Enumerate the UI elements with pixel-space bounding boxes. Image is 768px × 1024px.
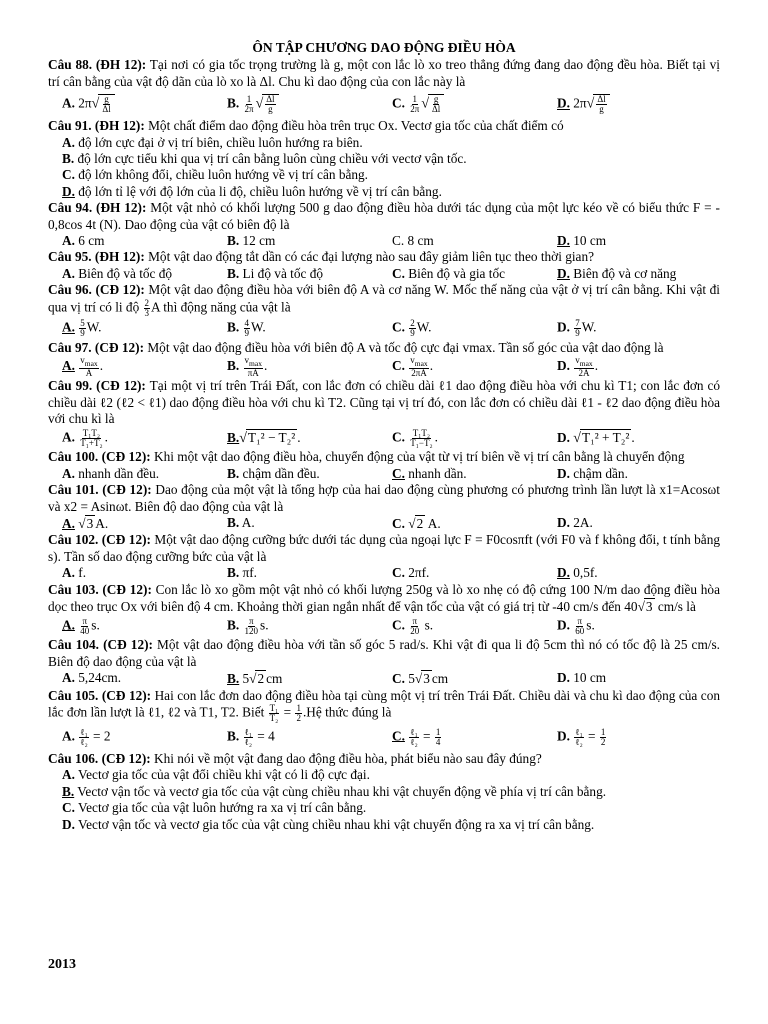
option-b: B. $\frac{\pi}{120}$ s. (227, 615, 269, 636)
option-a: A. Biên độ và tốc độ (62, 265, 173, 281)
option-c: C. $\frac{\text{T₁T₂}}{\text{T₁−T₂}}$ . (392, 427, 438, 448)
option-c: C. √2 A. (392, 515, 441, 531)
option-b: B. Vectơ vận tốc và vectơ gia tốc của vật cùng chiều nhau khi vật chuyển động về phía vị trí cân bằng. (62, 783, 607, 799)
option-a: A. nhanh dần đều. (62, 465, 160, 481)
question-97 (48, 340, 720, 378)
option-c: C. Vectơ gia tốc của vật luôn hướng ra xa vị trí cân bằng. (62, 800, 367, 816)
question-105: Câu 105. (CĐ 12): Hai con lắc đơn dao động điều hòa tại cùng một vị trí trên Trái Đất. Chiều dài và chu kì dao động của con lắc đơn lần lượt là ℓ1, ℓ2 và T1, T2. Biết $\frac{\text{T₁}}{\text{T₂}}$ = $\frac{1}{2}$ .Hệ thức đúng là A. $\frac{\text{ℓ₁}}{\text{ℓ₂}}$ = 2 B. $\frac{\text{ℓ₁}}{\text{ℓ₂}}$ = 4 C. $\frac{\text{ℓ₁}}{\text{ℓ₂}}$ = $\frac{1}{4}$ D. $\frac{\text{ℓ₁}}{\text{ℓ₂}}$ = $\frac{1}{2}$ (48, 688, 720, 751)
question-label: Câu 91. (ĐH 12): (48, 118, 145, 134)
question-label: Câu 103. (CĐ 12): (48, 581, 152, 597)
option-d: D. Vectơ vận tốc và vectơ gia tốc của vật cùng chiều nhau khi vật chuyển động ra xa vị trí cân bằng. (62, 816, 595, 832)
question-text: Một vật dao động điều hòa với biên độ A và tốc độ cực đại vmax. Tần số góc của vật dao động là (144, 339, 664, 355)
option-d: D. 10 cm (557, 670, 607, 686)
option-c: C. $\frac{\pi}{20}$ s. (392, 615, 434, 636)
question-text: Một vật dao động điều hòa với tần số góc 5 rad/s. Khi vật đi qua li độ 5cm thì nó có tốc độ là 25 cm/s. Biên độ dao động của vật là (48, 637, 720, 669)
option-b: B. πf. (227, 565, 257, 581)
option-b: B. $\frac{1}{2\pi}$ √ $\frac{\Delta l}{g}$ (227, 94, 392, 114)
question-101 (48, 482, 720, 532)
question-text: Hai con lắc đơn dao động điều hòa tại cùng một vị trí trên Trái Đất. Chiều dài và chu kì dao động của con lắc đơn lần lượt là ℓ1, ℓ2 và T1, T2. Biết (48, 687, 720, 720)
option-b: B.√T₁² − T₂² . (227, 430, 301, 447)
options-row (48, 515, 720, 532)
option-d: D. $\frac{\pi}{60}$ s. (557, 615, 595, 636)
option-a: A. Vectơ gia tốc của vật đổi chiều khi vật có li độ cực đại. (62, 767, 370, 783)
question-label: Câu 105. (CĐ 12): (48, 687, 152, 703)
option-d: D. chậm dần. (557, 465, 628, 481)
options-row (48, 670, 720, 687)
question-text: Con lắc lò xo gồm một vật nhỏ có khối lượng 250g và lò xo nhẹ có độ cứng 100 N/m dao động điều hòa dọc theo trục Ox với biên độ 4 cm. Khoảng thời gian ngắn nhất để vận tốc của vật có giá trị từ -40 cm/s đến 40 (48, 581, 720, 614)
option-b: B. $\frac{v_{max}}{\pi A}$ . (227, 355, 268, 378)
question-96: Câu 96. (CĐ 12): Một vật dao động điều hòa với biên độ A và cơ năng W. Mốc thế năng của vật ở vị trí cân bằng. Khi vật đi qua vị trí có li độ $\frac{2}{3}$ A thì động năng của vật là A. $\frac{5}{9}$ W. B. $\frac{4}{9}$ W. C. $\frac{2}{9}$ W. D. $\frac{7}{9}$ W. (48, 282, 720, 339)
option-b: B. 12 cm (227, 233, 276, 249)
options-row (48, 466, 720, 482)
option-a: A. 2π√ $\frac{g}{\Delta l}$ (62, 94, 227, 114)
question-label: Câu 96. (CĐ 12): (48, 282, 145, 298)
question-text: Một chất điểm dao động điều hòa trên trục Ox. Vectơ gia tốc của chất điểm có (144, 118, 564, 134)
question-text: Một vật dao động cưỡng bức dưới tác dụng của ngoại lực F = F0cosπft (với F0 và f không đổi, t tính bằng s). Tần số dao động cưỡng bức của vật là (48, 532, 720, 564)
option-c: C. $\frac{v_{max}}{2\pi A}$ . (392, 355, 434, 378)
question-label: Câu 106. (CĐ 12): (48, 751, 151, 766)
option-a: A. 6 cm (62, 233, 105, 249)
option-a: A. √3 A. (62, 515, 109, 531)
option-b: B. 5√2 cm (227, 671, 283, 687)
question-text: Khi một vật dao động điều hòa, chuyển động của vật từ vị trí biên về vị trí cân bằng là chuyển động (150, 449, 685, 465)
option-b: B. Li độ và tốc độ (227, 265, 324, 281)
options-row (48, 90, 720, 118)
option-c: C. $\frac{2}{9}$ W. (392, 318, 432, 339)
option-b: B. A. (227, 514, 255, 530)
question-103: Câu 103. (CĐ 12): Con lắc lò xo gồm một vật nhỏ có khối lượng 250g và lò xo nhẹ có độ cứng 100 N/m dao động điều hòa dọc theo trục Ox với biên độ 4 cm. Khoảng thời gian ngắn nhất để vận tốc của vật có giá trị từ -40 cm/s đến 40√3 cm/s là A. $\frac{\pi}{40}$ s. B. $\frac{\pi}{120}$ s. C. $\frac{\pi}{20}$ s. D. $\frac{\pi}{60}$ s. (48, 582, 720, 638)
option-c: C. $\frac{1}{2\pi}$ √ $\frac{g}{\Delta l}$ (392, 94, 557, 114)
options-row (48, 233, 720, 249)
page-title: ÔN TẬP CHƯƠNG DAO ĐỘNG ĐIỀU HÒA (252, 40, 516, 55)
question-88 (48, 57, 720, 118)
option-c: C. 8 cm (392, 233, 434, 249)
option-a: A. $\frac{\text{T₁T₂}}{\text{T₁+T₂}}$ . (62, 427, 108, 448)
options-row (48, 266, 720, 282)
option-c: C. độ lớn không đổi, chiều luôn hướng về vị trí cân bằng. (62, 167, 369, 183)
question-94 (48, 200, 720, 249)
options-row (48, 615, 720, 637)
question-label: Câu 95. (ĐH 12): (48, 249, 145, 265)
option-d: D. 0,5f. (557, 565, 598, 581)
question-label: Câu 100. (CĐ 12): (48, 449, 151, 465)
option-a: A. $\frac{5}{9}$ W. (62, 318, 102, 339)
option-a: A. 5,24cm. (62, 670, 122, 686)
question-label: Câu 94. (ĐH 12): (48, 200, 147, 216)
option-a: A. f. (62, 565, 87, 581)
question-text: Khi nói về một vật đang dao động điều hòa, phát biểu nào sau đây đúng? (150, 751, 542, 766)
question-text: Tại một vị trí trên Trái Đất, con lắc đơn có chiều dài ℓ1 dao động điều hòa với chu kì T1; con lắc đơn có chiều dài ℓ2 (ℓ2 < ℓ1) dao động điều hòa với chu kì T2. Cũng tại vị trí đó, con lắc đơn có chiều dài ℓ1 - ℓ2 dao động điều hòa với chu kì là (48, 378, 721, 426)
option-d: D. $\frac{v_{max}}{2A}$ . (557, 355, 599, 378)
question-label: Câu 99. (CĐ 12): (48, 378, 146, 394)
option-d: D. √T₁² + T₂² . (557, 430, 635, 447)
option-b: B. độ lớn cực tiểu khi qua vị trí cân bằng luôn cùng chiều với vectơ vận tốc. (62, 151, 467, 167)
option-d: D. Biên độ và cơ năng (557, 265, 677, 281)
option-c: C. 5√3 cm (392, 671, 449, 687)
options-row (48, 318, 720, 340)
option-d: D. 10 cm (557, 233, 607, 249)
option-c: C. 2πf. (392, 565, 430, 581)
question-91 (48, 118, 720, 200)
question-label: Câu 102. (CĐ 12): (48, 532, 151, 548)
question-99 (48, 378, 720, 449)
option-b: B. $\frac{\text{ℓ₁}}{\text{ℓ₂}}$ = 4 (227, 726, 275, 747)
option-b: B. $\frac{4}{9}$ W. (227, 318, 266, 339)
options-row (48, 427, 720, 449)
option-a: A. độ lớn cực đại ở vị trí biên, chiều luôn hướng ra biên. (62, 134, 363, 150)
question-label: Câu 88. (ĐH 12): (48, 57, 147, 73)
question-104 (48, 637, 720, 687)
fraction: $\frac{2}{3}$ (144, 297, 150, 318)
footer-year: 2013 (48, 957, 76, 972)
option-a: A. $\frac{\pi}{40}$ s. (62, 615, 100, 636)
option-b: B. chậm dần đều. (227, 465, 320, 481)
options-row (48, 356, 720, 378)
option-c: C. $\frac{\text{ℓ₁}}{\text{ℓ₂}}$ = $\frac{1}{4}$ (392, 726, 441, 747)
option-c: C. nhanh dần. (392, 465, 467, 481)
question-95 (48, 249, 720, 282)
option-a: A. $\frac{\text{ℓ₁}}{\text{ℓ₂}}$ = 2 (62, 726, 111, 747)
question-text: Dao động của một vật là tổng hợp của hai dao động cùng phương có phương trình lần lượt là x1=Acosωt và x2 = Asinωt. Biên độ dao động của vật là (48, 482, 721, 514)
question-text: Một vật dao động tắt dần có các đại lượng nào sau đây giảm liên tục theo thời gian? (144, 249, 595, 265)
question-text: Một vật nhỏ có khối lượng 500 g dao động điều hòa dưới tác dụng của một lực kéo về có biểu thức F = - 0,8cos 4t (N). Dao động của vật có biên độ là (48, 200, 720, 232)
option-d: D. $\frac{7}{9}$ W. (557, 318, 597, 339)
option-d: D. 2A. (557, 514, 593, 530)
question-label: Câu 104. (CĐ 12): (48, 637, 153, 653)
option-d: D. độ lớn tỉ lệ với độ lớn của li độ, chiều luôn hướng về vị trí cân bằng. (62, 183, 442, 199)
question-text: Tại nơi có gia tốc trọng trường là g, một con lắc lò xo treo thẳng đứng đang dao động đều hòa. Biết tại vị trí cân bằng của vật độ dãn của lò xo là Δl. Chu kì dao động của con lắc này là (48, 57, 720, 89)
option-a: A. $\frac{v_{max}}{A}$ . (62, 355, 104, 378)
question-100 (48, 449, 720, 482)
question-106 (48, 751, 720, 833)
question-text: Một vật dao động điều hòa với biên độ A và cơ năng W. Mốc thế năng của vật ở vị trí cân bằng. Khi vật đi qua vị trí có li độ (48, 282, 720, 315)
question-label: Câu 101. (CĐ 12): (48, 482, 152, 498)
options-row (48, 565, 720, 581)
option-d: D. $\frac{\text{ℓ₁}}{\text{ℓ₂}}$ = $\frac{1}{2}$ (557, 726, 606, 747)
option-c: C. Biên độ và gia tốc (392, 265, 506, 281)
question-102 (48, 532, 720, 581)
options-row (48, 723, 720, 751)
option-d: D. 2π√ $\frac{\Delta l}{g}$ (557, 94, 722, 114)
question-label: Câu 97. (CĐ 12): (48, 339, 145, 355)
